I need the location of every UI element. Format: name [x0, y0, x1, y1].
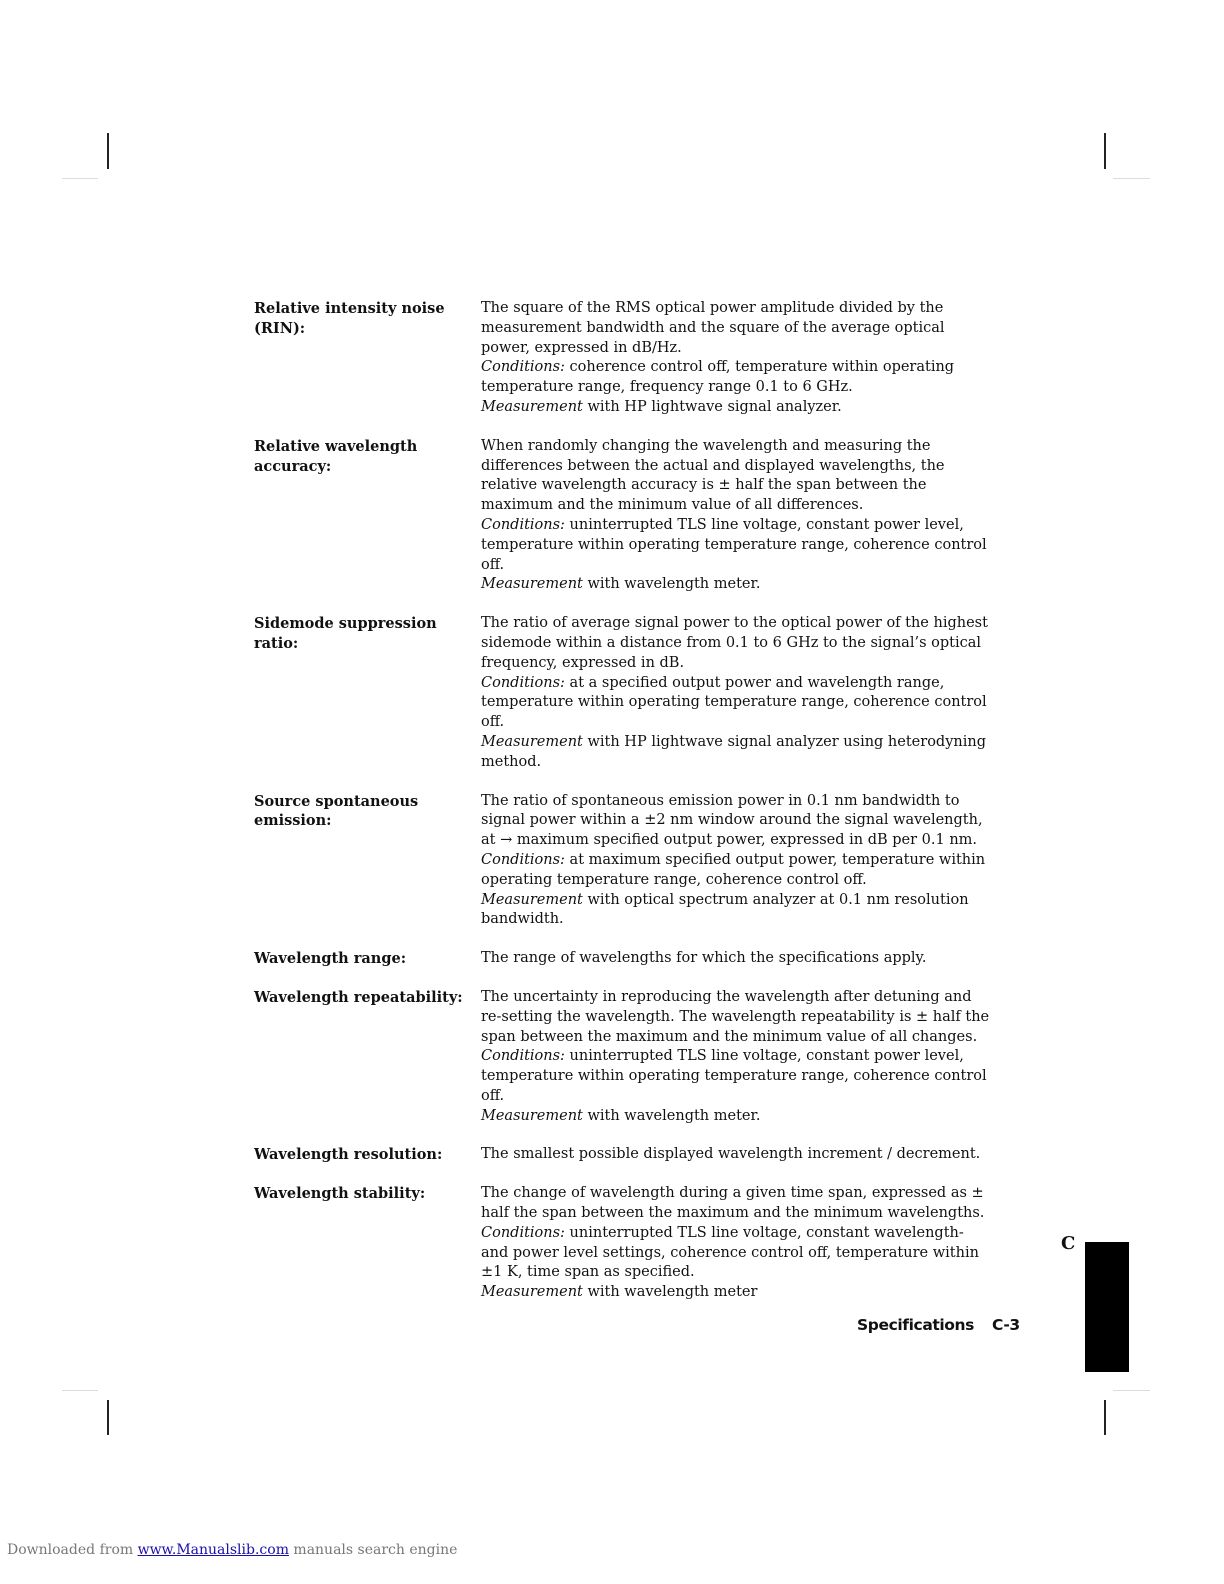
conditions-line: [481, 1263, 1008, 1283]
conditions-line: [481, 851, 1008, 871]
conditions-text: uninterrupted TLS line voltage, constant power level,: [564, 1048, 964, 1065]
term-line: Sidemode suppression: [254, 615, 437, 633]
chapter-tab-block: [1085, 1242, 1129, 1372]
watermark-prefix: Downloaded from: [7, 1542, 138, 1558]
description-line: measurement bandwidth and the square of the average optical: [481, 319, 945, 336]
conditions-label: Conditions:: [481, 1224, 565, 1241]
conditions-line: [481, 378, 1008, 398]
measurement-label: Measurement: [481, 398, 583, 415]
measurement-line: [481, 1283, 1008, 1303]
conditions-text: uninterrupted TLS line voltage, constant power level,: [564, 516, 964, 533]
conditions-text: coherence control off, temperature within operating: [564, 359, 955, 376]
conditions-line: [481, 693, 1008, 713]
measurement-text: with wavelength meter.: [582, 576, 761, 593]
description-line: span between the maximum and the minimum value of all changes.: [481, 1028, 978, 1045]
measurement-text: bandwidth.: [481, 911, 564, 928]
measurement-text: method.: [481, 753, 542, 770]
definition-row: [254, 1145, 1014, 1165]
definition-term: [254, 792, 481, 931]
measurement-line: [481, 575, 1008, 595]
conditions-line: [481, 713, 1008, 733]
conditions-text: at a specified output power and wavelength range,: [564, 674, 945, 691]
chapter-tab-letter: C: [1061, 1233, 1076, 1254]
definition-row: [254, 437, 1014, 595]
measurement-label: Measurement: [481, 891, 583, 908]
measurement-text: with optical spectrum analyzer at 0.1 nm resolution: [582, 891, 969, 908]
description-line: maximum and the minimum value of all differences.: [481, 497, 864, 514]
footer-section: Specifications: [857, 1316, 975, 1334]
description-line: The square of the RMS optical power amplitude divided by the: [481, 300, 944, 316]
definition-description: [481, 949, 1008, 969]
measurement-text: with wavelength meter: [582, 1284, 758, 1301]
description-line: frequency, expressed in dB.: [481, 654, 685, 671]
definition-term: [254, 1145, 481, 1165]
term-line: accuracy:: [254, 457, 332, 475]
description-line: The ratio of average signal power to the optical power of the highest: [481, 615, 988, 632]
conditions-text: at maximum specified output power, temperature within: [564, 851, 986, 868]
conditions-text: temperature range, frequency range 0.1 to 6 GHz.: [481, 379, 853, 396]
measurement-label: Measurement: [481, 1107, 583, 1124]
conditions-line: [481, 1244, 1008, 1264]
description-line: The uncertainty in reproducing the wavelength after detuning and: [481, 988, 972, 1005]
definition-term: [254, 1184, 481, 1303]
description-line: half the span between the maximum and the minimum wavelengths.: [481, 1205, 985, 1222]
measurement-label: Measurement: [481, 1284, 583, 1301]
term-line: Relative intensity noise: [254, 300, 445, 317]
description-line: relative wavelength accuracy is ± half the span between the: [481, 477, 927, 494]
definition-term: [254, 949, 481, 969]
description-line: The range of wavelengths for which the specifications apply.: [481, 950, 927, 967]
crop-mark-bottom-left: [107, 1400, 109, 1435]
term-line: emission:: [254, 812, 332, 830]
crop-mark-bottom-left-h: [62, 1390, 98, 1391]
definition-row: [254, 299, 1014, 418]
measurement-text: with HP lightwave signal analyzer using heterodyning: [582, 733, 986, 750]
definition-description: [481, 614, 1008, 772]
conditions-label: Conditions:: [481, 359, 565, 376]
conditions-label: Conditions:: [481, 674, 565, 691]
conditions-label: Conditions:: [481, 516, 565, 533]
description-line: The ratio of spontaneous emission power in 0.1 nm bandwidth to: [481, 792, 960, 809]
measurement-line: [481, 910, 1008, 930]
definition-row: [254, 1184, 1014, 1303]
measurement-text: with HP lightwave signal analyzer.: [582, 398, 842, 415]
conditions-line: [481, 871, 1008, 891]
definition-term: [254, 437, 481, 595]
description-line: sidemode within a distance from 0.1 to 6 GHz to the signal’s optical: [481, 634, 982, 651]
crop-mark-bottom-right-h: [1113, 1390, 1150, 1391]
definition-row: [254, 792, 1014, 931]
crop-mark-top-right-h: [1113, 178, 1150, 179]
footer-page-number: C-3: [992, 1316, 1020, 1334]
conditions-text: off.: [481, 1087, 505, 1104]
conditions-text: off.: [481, 556, 505, 573]
term-line: Wavelength resolution:: [254, 1146, 443, 1164]
conditions-text: and power level settings, coherence control off, temperature within: [481, 1244, 979, 1261]
crop-mark-bottom-right: [1104, 1400, 1106, 1435]
description-line: power, expressed in dB/Hz.: [481, 339, 682, 356]
definition-term: [254, 614, 481, 772]
definition-row: [254, 614, 1014, 772]
conditions-text: off.: [481, 714, 505, 731]
definition-row: [254, 949, 1014, 969]
page-footer: [857, 1316, 1020, 1334]
conditions-text: temperature within operating temperature range, coherence control: [481, 536, 987, 553]
term-line: ratio:: [254, 634, 299, 652]
watermark-suffix: manuals search engine: [288, 1542, 458, 1558]
crop-mark-top-left: [107, 133, 109, 169]
term-line: (RIN):: [254, 319, 306, 337]
crop-mark-top-right: [1104, 133, 1106, 169]
definition-term: [254, 299, 481, 418]
measurement-text: with wavelength meter.: [582, 1107, 761, 1124]
conditions-label: Conditions:: [481, 1048, 565, 1065]
measurement-line: [481, 733, 1008, 753]
term-line: Source spontaneous: [254, 792, 419, 810]
term-line: Wavelength repeatability:: [254, 988, 463, 1006]
definition-description: [481, 1145, 1008, 1165]
definition-term: [254, 988, 481, 1127]
measurement-label: Measurement: [481, 733, 583, 750]
watermark: [7, 1542, 457, 1558]
conditions-line: [481, 516, 1008, 536]
conditions-text: operating temperature range, coherence control off.: [481, 871, 867, 888]
measurement-line: [481, 753, 1008, 773]
conditions-line: [481, 556, 1008, 576]
term-line: Wavelength range:: [254, 950, 407, 968]
description-line: The smallest possible displayed wavelength increment / decrement.: [481, 1146, 981, 1163]
conditions-text: ±1 K, time span as specified.: [481, 1264, 695, 1281]
definitions-list: [254, 299, 1014, 1322]
crop-mark-top-left-h: [62, 178, 98, 179]
definition-description: [481, 1184, 1008, 1303]
description-line: signal power within a ±2 nm window around the signal wavelength,: [481, 812, 983, 829]
definition-description: [481, 792, 1008, 931]
definition-description: [481, 299, 1008, 418]
conditions-line: [481, 1067, 1008, 1087]
conditions-line: [481, 1047, 1008, 1067]
term-line: Relative wavelength: [254, 437, 418, 455]
description-line: differences between the actual and displayed wavelengths, the: [481, 457, 945, 474]
measurement-line: [481, 1107, 1008, 1127]
description-line: When randomly changing the wavelength and measuring the: [481, 437, 931, 454]
description-line: The change of wavelength during a given time span, expressed as ±: [481, 1185, 984, 1202]
measurement-line: [481, 398, 1008, 418]
definition-description: [481, 988, 1008, 1127]
description-line: at → maximum specified output power, expressed in dB per 0.1 nm.: [481, 832, 978, 849]
measurement-label: Measurement: [481, 576, 583, 593]
description-line: re-setting the wavelength. The wavelength repeatability is ± half the: [481, 1008, 990, 1025]
conditions-line: [481, 536, 1008, 556]
conditions-label: Conditions:: [481, 851, 565, 868]
definition-description: [481, 437, 1008, 595]
conditions-text: uninterrupted TLS line voltage, constant wavelength-: [564, 1224, 964, 1241]
conditions-line: [481, 674, 1008, 694]
measurement-line: [481, 891, 1008, 911]
watermark-link[interactable]: www.Manualslib.com: [137, 1542, 289, 1558]
conditions-line: [481, 1224, 1008, 1244]
conditions-text: temperature within operating temperature range, coherence control: [481, 1068, 987, 1085]
conditions-line: [481, 1087, 1008, 1107]
definition-row: [254, 988, 1014, 1127]
conditions-line: [481, 358, 1008, 378]
conditions-text: temperature within operating temperature range, coherence control: [481, 694, 987, 711]
term-line: Wavelength stability:: [254, 1185, 426, 1203]
